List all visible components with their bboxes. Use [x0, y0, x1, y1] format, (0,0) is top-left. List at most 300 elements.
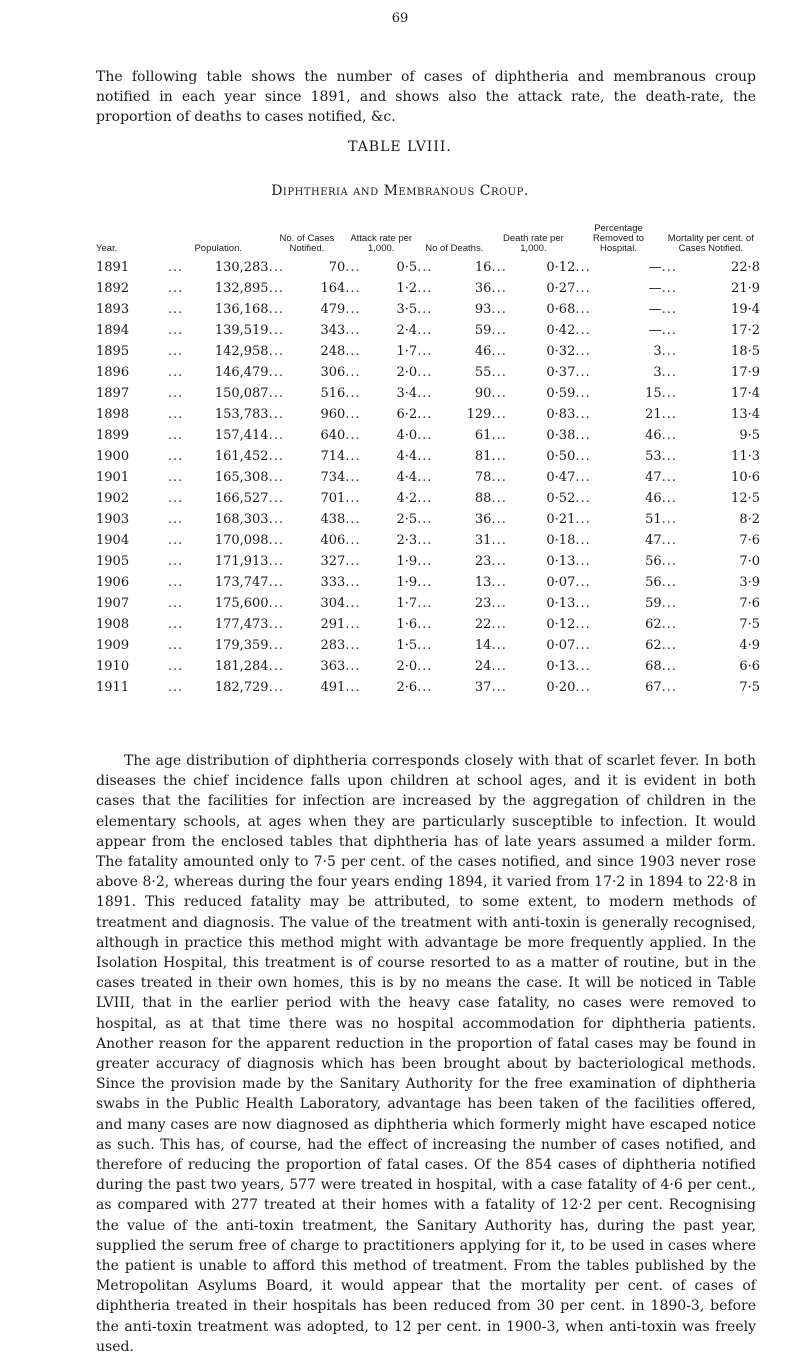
leader-dots: ...: [491, 638, 507, 653]
leader-dots: ...: [417, 659, 433, 674]
cell-deaths: 36: [474, 512, 492, 527]
leader-dots: ...: [575, 491, 591, 506]
cell-removed-to-hospital: 46: [645, 491, 662, 506]
leader-dots: ...: [575, 554, 591, 569]
leader-dots: ...: [491, 407, 507, 422]
cell-death-rate: 0·27: [546, 281, 576, 296]
leader-dots: ...: [575, 344, 591, 359]
cell-removed-to-hospital: 3: [653, 344, 662, 359]
leader-dots: ...: [491, 491, 507, 506]
leader-dots: ...: [575, 575, 591, 590]
cell-attack-rate: 1·7: [396, 344, 418, 359]
leader-dots: ...: [661, 680, 678, 695]
cell-year: 1905: [96, 554, 130, 569]
cell-cases-notified: 406: [320, 533, 346, 548]
table-row: [96, 551, 760, 572]
table-row: [96, 467, 760, 488]
leader-dots: ...: [417, 386, 433, 401]
cell-death-rate: 0·50: [546, 449, 576, 464]
table-row: [96, 404, 760, 425]
cell-population: 157,414: [214, 428, 269, 443]
header-mortality-percent: Mortality per cent. of Cases Notified.: [667, 233, 754, 254]
leader-dots: ...: [491, 344, 507, 359]
cell-year: 1901: [96, 470, 130, 485]
leader-dots: ...: [661, 365, 678, 380]
cell-removed-to-hospital: 62: [645, 617, 662, 632]
cell-cases-notified: 164: [320, 281, 346, 296]
cell-deaths: 59: [474, 323, 492, 338]
cell-cases-notified: 438: [320, 512, 346, 527]
cell-population: 150,087: [214, 386, 269, 401]
cell-attack-rate: 3·4: [396, 386, 418, 401]
cell-deaths: 13: [474, 575, 492, 590]
cell-population: 166,527: [214, 491, 269, 506]
leader-dots: ...: [268, 449, 284, 464]
body-paragraph: The age distribution of diphtheria corresponds closely with that of scarlet fever. In both diseases the chief incidence falls upon children at school ages, and it is evident in both cases that the facilities for infection are increased by the aggregation of children in the elementary schools, at ages when they are particularly susceptible to infection. It would appear from the enclosed tables that diphtheria has of late years assumed a milder form. The fatality amounted only to 7·5 per cent. of the cases notified, and since 1903 never rose above 8·2, whereas during the four years ending 1894, it varied from 17·2 in 1894 to 22·8 in 1891. This reduced fatality may be attributed, to some extent, to modern methods of treatment and diagnosis. The value of the treatment with anti-toxin is generally recognised, although in practice this method might with advantage be more frequently applied. In the Isolation Hospital, this treatment is of course resorted to as a matter of routine, but in the cases treated in their own homes, this is by no means the case. It will be noticed in Table LVIII, that in the earlier period with the heavy case fatality, no cases were removed to hospital, as at that time there was no hospital accommodation for diphtheria patients. Another reason for the apparent reduction in the proportion of fatal cases may be found in greater accuracy of diagnosis which has been brought about by bacteriological methods. Since the provision made by the Sanitary Authority for the free examination of diphtheria swabs in the Public Health Laboratory, advantage has been taken of the facilities offered, and many cases are now diagnosed as diphtheria which formerly might have escaped notice as such. This has, of course, had the effect of increasing the number of cases notified, and therefore of reducing the proportion of fatal cases. Of the 854 cases of diphtheria notified during the past two years, 577 were treated in hospital, with a case fatality of 4·6 per cent., as compared with 277 treated at their homes with a fatality of 12·2 per cent. Recognising the value of the anti-toxin treatment, the Sanitary Authority has, during the past year, supplied the serum free of charge to practitioners applying for it, to be used in cases where the patient is unable to afford this method of treatment. From the tables published by the Metropolitan Asylums Board, it would appear that the mortality per cent. of cases of diphtheria treated in their hospitals has been reduced from 30 per cent. in 1890-3, before the anti-toxin treatment was adopted, to 12 per cent. in 1900-3, when anti-toxin was freely used.: [96, 753, 756, 1355]
cell-removed-to-hospital: 67: [645, 680, 662, 695]
header-population: Population.: [194, 243, 243, 254]
cell-mortality-percent: 7·6: [739, 596, 760, 611]
cell-deaths: 93: [474, 302, 492, 317]
cell-attack-rate: 1·9: [396, 554, 418, 569]
cell-death-rate: 0·07: [546, 575, 576, 590]
leader-dots: ...: [268, 407, 284, 422]
cell-cases-notified: 640: [320, 428, 346, 443]
leader-dots: ...: [661, 491, 678, 506]
cell-mortality-percent: 17·2: [731, 323, 760, 338]
cell-cases-notified: 363: [320, 659, 346, 674]
cell-deaths: 22: [474, 617, 492, 632]
table-row: [96, 614, 760, 635]
cell-removed-to-hospital: 56: [645, 554, 662, 569]
cell-removed-to-hospital: 15: [645, 386, 662, 401]
cell-attack-rate: 1·6: [396, 617, 418, 632]
table-row: [96, 278, 760, 299]
cell-mortality-percent: 7·0: [739, 554, 760, 569]
cell-attack-rate: 2·0: [396, 659, 418, 674]
cell-year: 1904: [96, 533, 130, 548]
leader-dots: ...: [417, 638, 433, 653]
cell-death-rate: 0·12: [546, 260, 576, 275]
cell-cases-notified: 333: [320, 575, 346, 590]
cell-death-rate: 0·32: [546, 344, 576, 359]
cell-deaths: 90: [474, 386, 492, 401]
leader-dots: ...: [167, 344, 184, 359]
cell-cases-notified: 734: [320, 470, 346, 485]
cell-mortality-percent: 9·5: [739, 428, 760, 443]
cell-year: 1898: [96, 407, 130, 422]
cell-mortality-percent: 19·4: [731, 302, 760, 317]
leader-dots: ...: [268, 638, 284, 653]
cell-year: 1911: [96, 680, 130, 695]
leader-dots: ...: [575, 449, 591, 464]
leader-dots: ...: [417, 491, 433, 506]
header-cases-notified: No. of Cases Notified.: [279, 233, 335, 254]
leader-dots: ...: [345, 386, 361, 401]
leader-dots: ...: [661, 554, 678, 569]
cell-removed-to-hospital: —: [648, 323, 662, 338]
cell-deaths: 46: [474, 344, 492, 359]
cell-deaths: 23: [474, 596, 492, 611]
cell-population: 168,303: [214, 512, 269, 527]
leader-dots: ...: [417, 407, 433, 422]
cell-removed-to-hospital: —: [648, 260, 662, 275]
leader-dots: ...: [268, 470, 284, 485]
cell-population: 179,359: [214, 638, 269, 653]
cell-attack-rate: 2·5: [396, 512, 418, 527]
cell-attack-rate: 1·2: [396, 281, 418, 296]
header-attack-rate: Attack rate per 1,000.: [350, 233, 413, 254]
cell-mortality-percent: 18·5: [731, 344, 760, 359]
leader-dots: ...: [575, 260, 591, 275]
leader-dots: ...: [417, 617, 433, 632]
table-row: [96, 425, 760, 446]
cell-death-rate: 0·18: [546, 533, 576, 548]
leader-dots: ...: [167, 680, 184, 695]
leader-dots: ...: [268, 365, 284, 380]
cell-mortality-percent: 7·5: [739, 680, 760, 695]
cell-year: 1893: [96, 302, 130, 317]
cell-death-rate: 0·07: [546, 638, 576, 653]
cell-mortality-percent: 22·8: [731, 260, 760, 275]
leader-dots: ...: [575, 533, 591, 548]
cell-attack-rate: 2·4: [396, 323, 418, 338]
header-year: Year.: [96, 243, 118, 254]
leader-dots: ...: [167, 491, 184, 506]
leader-dots: ...: [417, 281, 433, 296]
cell-year: 1907: [96, 596, 130, 611]
leader-dots: ...: [661, 533, 678, 548]
leader-dots: ...: [167, 386, 184, 401]
cell-year: 1908: [96, 617, 130, 632]
cell-death-rate: 0·13: [546, 596, 576, 611]
leader-dots: ...: [345, 407, 361, 422]
header-deaths: No of Deaths.: [425, 243, 484, 254]
cell-population: 177,473: [214, 617, 269, 632]
leader-dots: ...: [268, 281, 284, 296]
leader-dots: ...: [417, 512, 433, 527]
cell-cases-notified: 248: [320, 344, 346, 359]
cell-year: 1895: [96, 344, 130, 359]
leader-dots: ...: [661, 344, 678, 359]
cell-removed-to-hospital: 53: [645, 449, 662, 464]
table-row: [96, 320, 760, 341]
leader-dots: ...: [661, 575, 678, 590]
leader-dots: ...: [491, 659, 507, 674]
leader-dots: ...: [167, 407, 184, 422]
cell-population: 132,895: [214, 281, 269, 296]
cell-population: 146,479: [214, 365, 269, 380]
table-row: [96, 488, 760, 509]
cell-year: 1892: [96, 281, 130, 296]
leader-dots: ...: [268, 302, 284, 317]
cell-year: 1900: [96, 449, 130, 464]
cell-deaths: 61: [474, 428, 492, 443]
table-row: [96, 656, 760, 677]
leader-dots: ...: [491, 449, 507, 464]
leader-dots: ...: [661, 323, 678, 338]
cell-cases-notified: 714: [320, 449, 346, 464]
leader-dots: ...: [575, 428, 591, 443]
leader-dots: ...: [268, 680, 284, 695]
leader-dots: ...: [491, 386, 507, 401]
cell-deaths: 14: [474, 638, 492, 653]
leader-dots: ...: [417, 260, 433, 275]
cell-year: 1896: [96, 365, 130, 380]
leader-dots: ...: [417, 449, 433, 464]
leader-dots: ...: [167, 470, 184, 485]
table-row: [96, 572, 760, 593]
leader-dots: ...: [345, 554, 361, 569]
leader-dots: ...: [417, 428, 433, 443]
table-title: TABLE LVIII.: [348, 139, 452, 155]
leader-dots: ...: [417, 680, 433, 695]
table-row: [96, 383, 760, 404]
leader-dots: ...: [491, 680, 507, 695]
cell-cases-notified: 701: [320, 491, 346, 506]
leader-dots: ...: [661, 638, 678, 653]
leader-dots: ...: [661, 596, 678, 611]
leader-dots: ...: [417, 554, 433, 569]
leader-dots: ...: [661, 407, 678, 422]
leader-dots: ...: [345, 260, 361, 275]
leader-dots: ...: [491, 575, 507, 590]
leader-dots: ...: [167, 596, 184, 611]
cell-mortality-percent: 13·4: [731, 407, 760, 422]
leader-dots: ...: [268, 323, 284, 338]
leader-dots: ...: [268, 428, 284, 443]
cell-population: 139,519: [214, 323, 269, 338]
cell-mortality-percent: 17·4: [731, 386, 760, 401]
cell-population: 130,283: [214, 260, 269, 275]
leader-dots: ...: [345, 470, 361, 485]
cell-cases-notified: 306: [320, 365, 346, 380]
leader-dots: ...: [345, 365, 361, 380]
leader-dots: ...: [268, 344, 284, 359]
leader-dots: ...: [268, 659, 284, 674]
cell-attack-rate: 2·3: [396, 533, 418, 548]
cell-cases-notified: 70: [328, 260, 346, 275]
table-row: [96, 362, 760, 383]
cell-removed-to-hospital: 59: [645, 596, 662, 611]
cell-population: 175,600: [214, 596, 269, 611]
leader-dots: ...: [661, 260, 678, 275]
leader-dots: ...: [491, 281, 507, 296]
leader-dots: ...: [575, 596, 591, 611]
leader-dots: ...: [268, 512, 284, 527]
cell-mortality-percent: 8·2: [739, 512, 760, 527]
cell-deaths: 24: [474, 659, 492, 674]
leader-dots: ...: [491, 554, 507, 569]
page-number: 69: [391, 11, 409, 26]
leader-dots: ...: [167, 323, 184, 338]
cell-deaths: 81: [474, 449, 492, 464]
table-row: [96, 677, 760, 698]
leader-dots: ...: [491, 512, 507, 527]
leader-dots: ...: [345, 680, 361, 695]
leader-dots: ...: [268, 596, 284, 611]
leader-dots: ...: [491, 302, 507, 317]
cell-removed-to-hospital: 51: [645, 512, 662, 527]
leader-dots: ...: [268, 554, 284, 569]
leader-dots: ...: [268, 491, 284, 506]
cell-deaths: 78: [474, 470, 492, 485]
leader-dots: ...: [661, 302, 678, 317]
leader-dots: ...: [575, 281, 591, 296]
leader-dots: ...: [345, 533, 361, 548]
leader-dots: ...: [167, 617, 184, 632]
intro-paragraph: The following table shows the number of cases of diphtheria and membranous croup notified in each year since 1891, and shows also the attack rate, the death-rate, the proportion of deaths to cases notified, &c.: [96, 69, 756, 125]
leader-dots: ...: [661, 617, 678, 632]
cell-population: 153,783: [214, 407, 269, 422]
cell-population: 170,098: [214, 533, 269, 548]
leader-dots: ...: [345, 428, 361, 443]
cell-death-rate: 0·59: [546, 386, 576, 401]
leader-dots: ...: [268, 617, 284, 632]
cell-death-rate: 0·47: [546, 470, 576, 485]
leader-dots: ...: [417, 344, 433, 359]
leader-dots: ...: [345, 575, 361, 590]
cell-deaths: 23: [474, 554, 492, 569]
cell-year: 1903: [96, 512, 130, 527]
cell-mortality-percent: 6·6: [739, 659, 760, 674]
cell-population: 161,452: [214, 449, 269, 464]
cell-removed-to-hospital: 47: [645, 533, 662, 548]
leader-dots: ...: [575, 365, 591, 380]
cell-removed-to-hospital: 68: [645, 659, 662, 674]
cell-attack-rate: 3·5: [396, 302, 418, 317]
leader-dots: ...: [491, 470, 507, 485]
leader-dots: ...: [345, 449, 361, 464]
leader-dots: ...: [167, 281, 184, 296]
cell-removed-to-hospital: —: [648, 302, 662, 317]
cell-cases-notified: 960: [320, 407, 346, 422]
leader-dots: ...: [661, 659, 678, 674]
leader-dots: ...: [167, 533, 184, 548]
leader-dots: ...: [575, 659, 591, 674]
cell-year: 1910: [96, 659, 130, 674]
cell-year: 1902: [96, 491, 130, 506]
leader-dots: ...: [491, 428, 507, 443]
cell-population: 182,729: [214, 680, 269, 695]
leader-dots: ...: [575, 323, 591, 338]
cell-attack-rate: 1·7: [396, 596, 418, 611]
cell-year: 1906: [96, 575, 130, 590]
cell-cases-notified: 283: [320, 638, 346, 653]
cell-cases-notified: 327: [320, 554, 346, 569]
leader-dots: ...: [167, 659, 184, 674]
table-row: [96, 509, 760, 530]
leader-dots: ...: [661, 449, 678, 464]
cell-death-rate: 0·42: [546, 323, 576, 338]
leader-dots: ...: [345, 323, 361, 338]
leader-dots: ...: [491, 596, 507, 611]
cell-deaths: 55: [474, 365, 492, 380]
leader-dots: ...: [661, 470, 678, 485]
leader-dots: ...: [575, 617, 591, 632]
cell-removed-to-hospital: 47: [645, 470, 662, 485]
leader-dots: ...: [345, 638, 361, 653]
cell-death-rate: 0·38: [546, 428, 576, 443]
cell-removed-to-hospital: 46: [645, 428, 662, 443]
cell-mortality-percent: 7·6: [739, 533, 760, 548]
leader-dots: ...: [268, 575, 284, 590]
cell-population: 136,168: [214, 302, 269, 317]
leader-dots: ...: [345, 512, 361, 527]
leader-dots: ...: [661, 281, 678, 296]
cell-mortality-percent: 12·5: [731, 491, 760, 506]
leader-dots: ...: [268, 386, 284, 401]
cell-attack-rate: 0·5: [396, 260, 418, 275]
cell-death-rate: 0·37: [546, 365, 576, 380]
cell-population: 142,958: [214, 344, 269, 359]
leader-dots: ...: [345, 281, 361, 296]
leader-dots: ...: [167, 365, 184, 380]
leader-dots: ...: [575, 407, 591, 422]
cell-population: 165,308: [214, 470, 269, 485]
leader-dots: ...: [167, 638, 184, 653]
cell-year: 1891: [96, 260, 130, 275]
cell-deaths: 16: [474, 260, 492, 275]
cell-attack-rate: 6·2: [396, 407, 418, 422]
cell-year: 1897: [96, 386, 130, 401]
table-row: [96, 257, 760, 278]
cell-mortality-percent: 10·6: [731, 470, 760, 485]
cell-removed-to-hospital: 21: [645, 407, 662, 422]
leader-dots: ...: [345, 491, 361, 506]
leader-dots: ...: [345, 344, 361, 359]
cell-attack-rate: 2·6: [396, 680, 418, 695]
leader-dots: ...: [345, 596, 361, 611]
leader-dots: ...: [417, 575, 433, 590]
cell-removed-to-hospital: 56: [645, 575, 662, 590]
cell-attack-rate: 4·4: [396, 449, 418, 464]
leader-dots: ...: [575, 302, 591, 317]
cell-attack-rate: 4·4: [396, 470, 418, 485]
leader-dots: ...: [661, 428, 678, 443]
cell-year: 1894: [96, 323, 130, 338]
leader-dots: ...: [417, 470, 433, 485]
diphtheria-table: [96, 224, 760, 698]
leader-dots: ...: [345, 617, 361, 632]
cell-attack-rate: 2·0: [396, 365, 418, 380]
leader-dots: ...: [167, 260, 184, 275]
leader-dots: ...: [345, 659, 361, 674]
cell-population: 173,747: [214, 575, 269, 590]
cell-deaths: 37: [474, 680, 492, 695]
table-subtitle: Diphtheria and Membranous Croup.: [271, 183, 529, 199]
table-row: [96, 341, 760, 362]
table-row: [96, 635, 760, 656]
cell-deaths: 31: [474, 533, 492, 548]
cell-population: 171,913: [214, 554, 269, 569]
cell-deaths: 129: [466, 407, 492, 422]
leader-dots: ...: [491, 617, 507, 632]
cell-removed-to-hospital: —: [648, 281, 662, 296]
cell-death-rate: 0·21: [546, 512, 576, 527]
cell-attack-rate: 1·5: [396, 638, 418, 653]
leader-dots: ...: [167, 428, 184, 443]
cell-cases-notified: 491: [320, 680, 346, 695]
leader-dots: ...: [575, 638, 591, 653]
cell-death-rate: 0·68: [546, 302, 576, 317]
cell-year: 1909: [96, 638, 130, 653]
table-row: [96, 299, 760, 320]
cell-mortality-percent: 11·3: [731, 449, 760, 464]
leader-dots: ...: [417, 365, 433, 380]
leader-dots: ...: [491, 365, 507, 380]
cell-death-rate: 0·13: [546, 659, 576, 674]
